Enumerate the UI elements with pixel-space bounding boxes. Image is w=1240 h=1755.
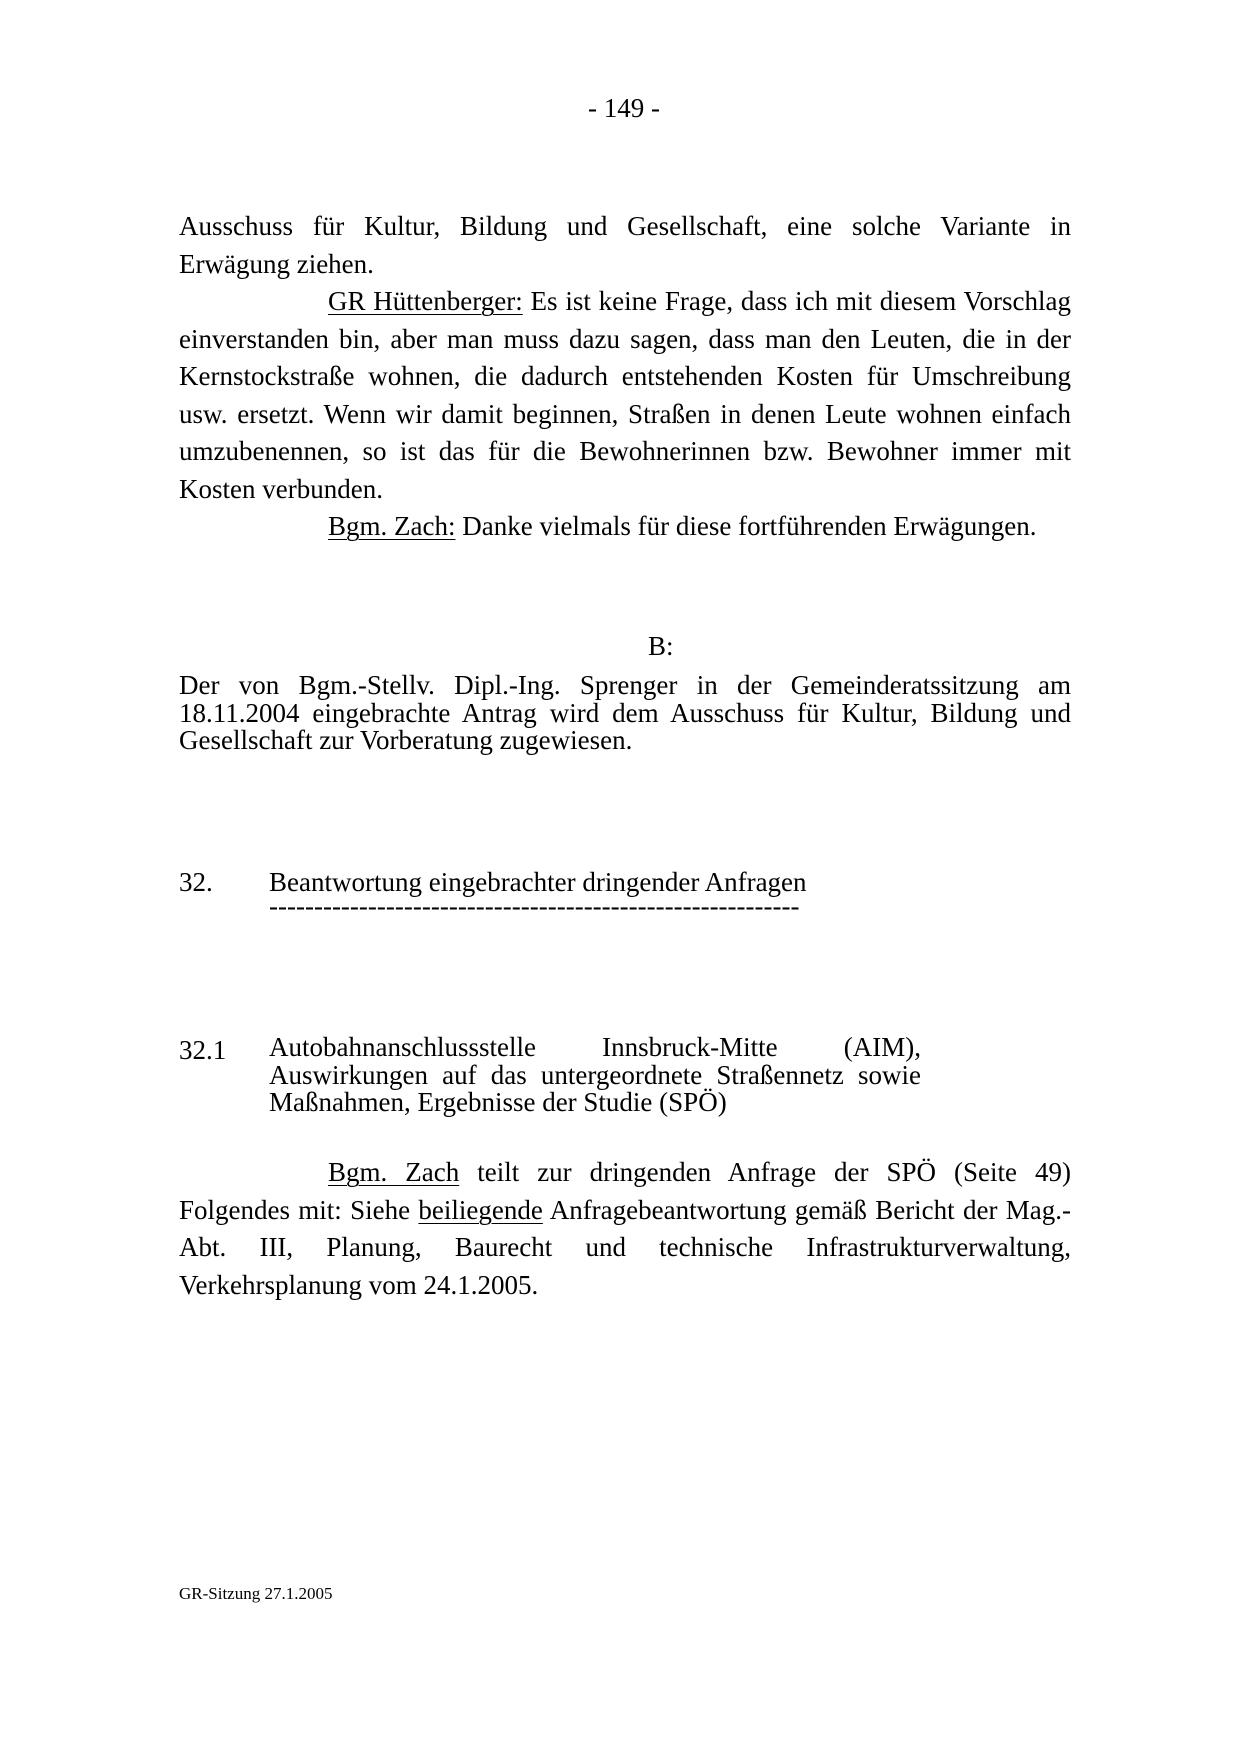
agenda-item-rule: ----------------------------------------------------------- <box>269 896 800 916</box>
section-b-resolution: Der von Bgm.-Stellv. Dipl.-Ing. Sprenger in der Gemeinderatssitzung am 18.11.2004 eingebrachte Antrag wird dem Ausschuss für Kultur, Bildung und Gesellschaft zur Vorberatung zugewiesen. <box>179 670 1071 755</box>
speaker-name: Bgm. Zach <box>328 1157 460 1187</box>
statement-zach <box>179 508 1071 546</box>
statement-text: Danke vielmals für diese fortführenden Erwägungen. <box>455 511 1037 541</box>
answer-underlined-word: beiliegende <box>418 1194 543 1225</box>
footer-session-date: GR-Sitzung 27.1.2005 <box>179 1584 333 1603</box>
agenda-item-title: Beantwortung eingebrachter dringender Anfragen <box>269 867 807 897</box>
agenda-item-number: 32. <box>179 867 213 897</box>
speaker-name: Bgm. Zach: <box>328 511 456 541</box>
sub-item-number: 32.1 <box>179 1035 227 1065</box>
answer-text-part1: teilt zur dringenden Anfrage der SPÖ (Seite 49) Folgendes mit: Siehe <box>179 1157 1071 1225</box>
section-b-heading: B: <box>648 631 674 661</box>
answer-paragraph <box>179 1154 1071 1304</box>
minutes-body <box>179 208 1071 546</box>
intro-paragraph: Ausschuss für Kultur, Bildung und Gesellschaft, eine solche Variante in Erwägung ziehen. <box>179 211 1071 279</box>
sub-item-title: Autobahnanschlussstelle Innsbruck-Mitte (AIM), Auswirkungen auf das untergeordnete Straßennetz sowie Maßnahmen, Ergebnisse der Studie (SPÖ) <box>269 1032 921 1117</box>
statement-text: Es ist keine Frage, dass ich mit diesem Vorschlag einverstanden bin, aber man muss dazu sagen, dass man den Leuten, die in der Kernstockstraße wohnen, die dadurch entstehenden Kosten für Umschreibung usw. ersetzt. Wenn wir damit beginnen, Straßen in denen Leute wohnen einfach umzubenennen, so ist das für die Bewohnerinnen bzw. Bewohner immer mit Kosten verbunden. <box>179 286 1071 504</box>
statement-huettenberger <box>179 283 1071 508</box>
answer-paragraph-block <box>179 1154 1071 1304</box>
answer-text-part2: Anfragebeantwortung gemäß Bericht der Mag.-Abt. III, Planung, Baurecht und technische Infrastrukturverwaltung, Verkehrsplanung vom 24.1.2005. <box>179 1194 1071 1300</box>
page-number: - 149 - <box>588 93 660 123</box>
speaker-name: GR Hüttenberger: <box>328 286 523 316</box>
